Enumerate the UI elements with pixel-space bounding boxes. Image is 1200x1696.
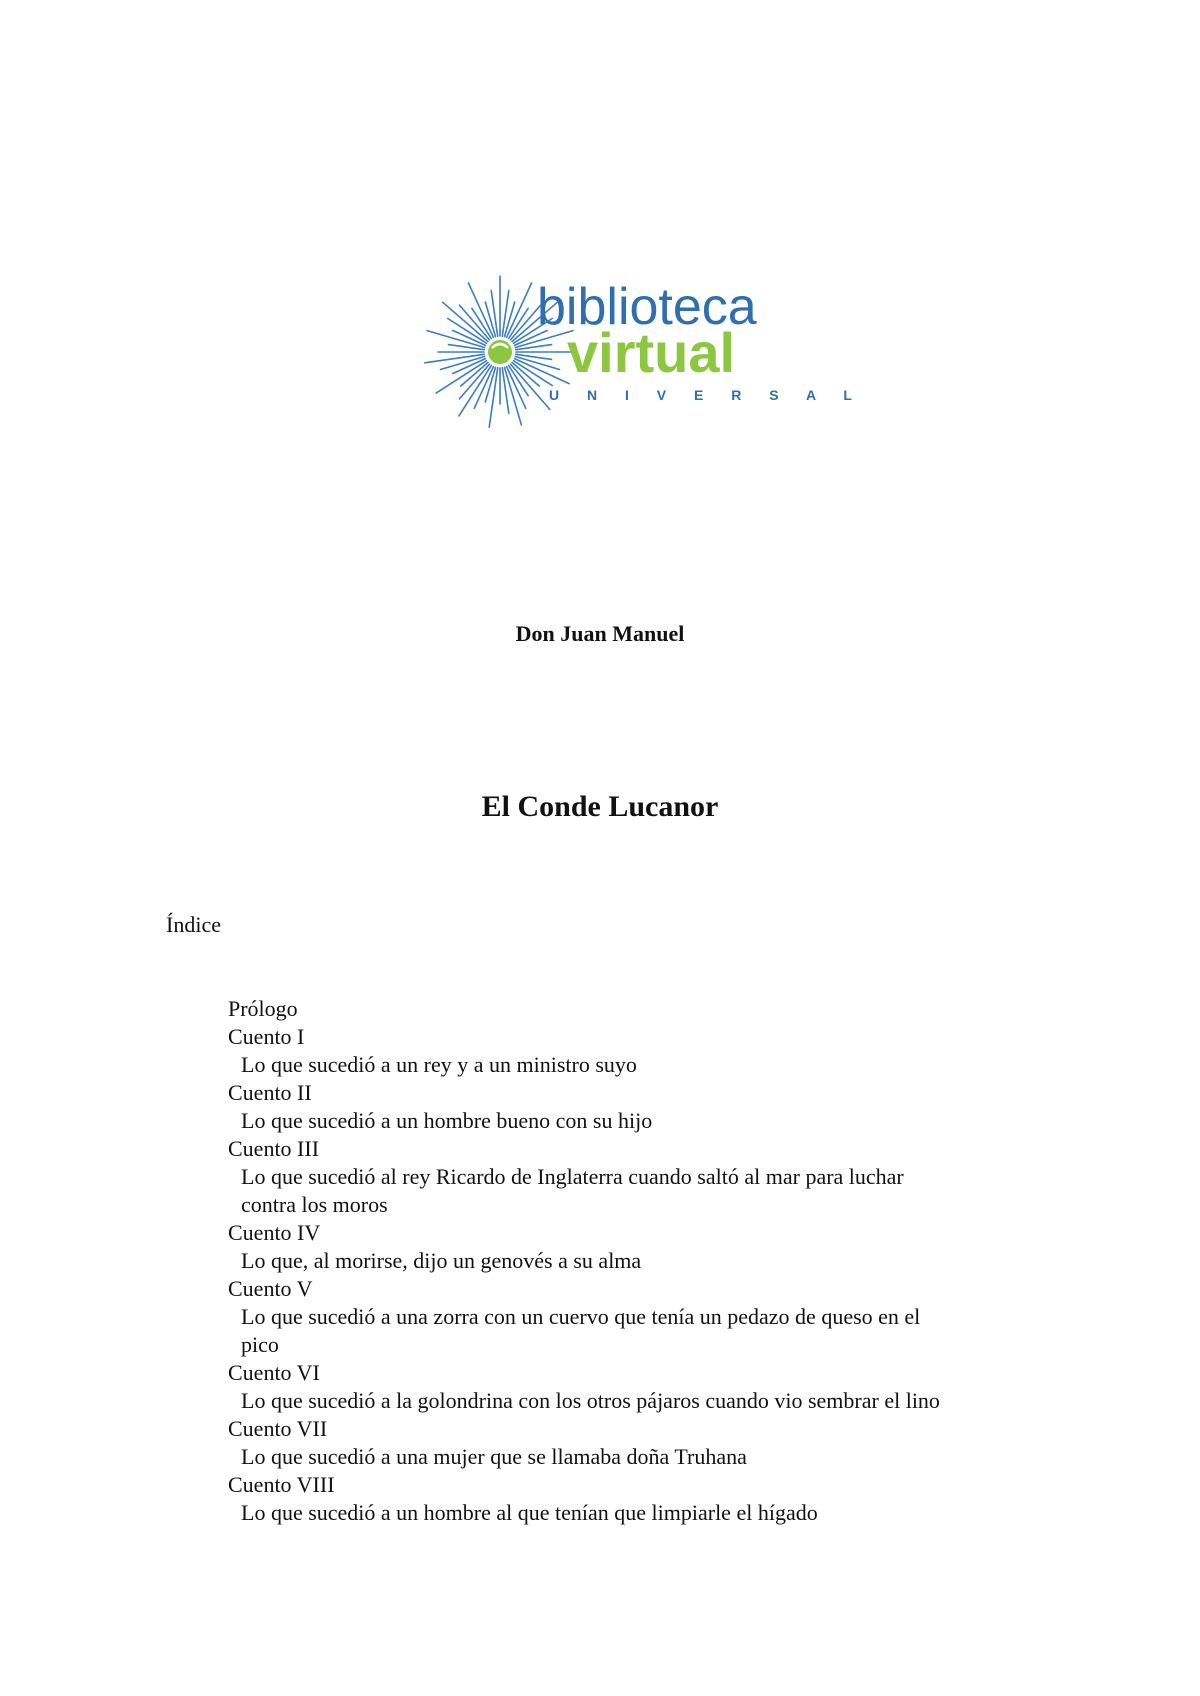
logo-text-virtual: virtual: [567, 321, 736, 384]
index-heading: Índice: [166, 912, 221, 937]
sunburst-ray: [502, 368, 509, 414]
toc-description[interactable]: Lo que sucedió a la golondrina con los otros pájaros cuando vio sembrar el lino: [241, 1388, 940, 1413]
sunburst-ray: [502, 291, 509, 337]
toc-chapter[interactable]: Cuento IV: [228, 1220, 321, 1245]
toc-chapter[interactable]: Cuento VII: [228, 1416, 328, 1441]
sunburst-ray: [441, 357, 485, 370]
sunburst-ray: [515, 357, 559, 370]
toc-description[interactable]: Lo que sucedió a una mujer que se llamaba doña Truhana: [241, 1444, 747, 1469]
toc-description[interactable]: Lo que sucedió al rey Ricardo de Inglaterra cuando saltó al mar para luchar contra los moros: [241, 1164, 904, 1217]
toc-prologue[interactable]: Prólogo: [228, 996, 298, 1021]
toc-description[interactable]: Lo que sucedió a una zorra con un cuervo que tenía un pedazo de queso en el pico: [241, 1304, 921, 1357]
sunburst-ray: [491, 291, 498, 337]
toc-description[interactable]: Lo que, al morirse, dijo un genovés a su alma: [241, 1248, 642, 1273]
logo-graphic: [412, 276, 864, 436]
toc-chapter[interactable]: Cuento V: [228, 1276, 313, 1301]
toc-chapter[interactable]: Cuento VIII: [228, 1472, 335, 1497]
toc-chapter[interactable]: Cuento II: [228, 1080, 312, 1105]
toc-chapter[interactable]: Cuento I: [228, 1024, 305, 1049]
book-title: El Conde Lucanor: [481, 790, 719, 823]
biblioteca-virtual-logo: [412, 276, 864, 436]
toc-chapter[interactable]: Cuento III: [228, 1136, 320, 1161]
toc-description[interactable]: Lo que sucedió a un rey y a un ministro suyo: [241, 1052, 637, 1077]
logo-text-universal: U N I V E R S A L: [549, 387, 864, 403]
table-of-contents: [228, 995, 940, 1527]
toc-description[interactable]: Lo que sucedió a un hombre al que tenían que limpiarle el hígado: [241, 1500, 818, 1525]
toc-description[interactable]: Lo que sucedió a un hombre bueno con su hijo: [241, 1108, 653, 1133]
toc-chapter[interactable]: Cuento VI: [228, 1360, 320, 1385]
author-name: Don Juan Manuel: [515, 621, 685, 646]
logo-text-biblioteca: biblioteca: [537, 278, 757, 336]
